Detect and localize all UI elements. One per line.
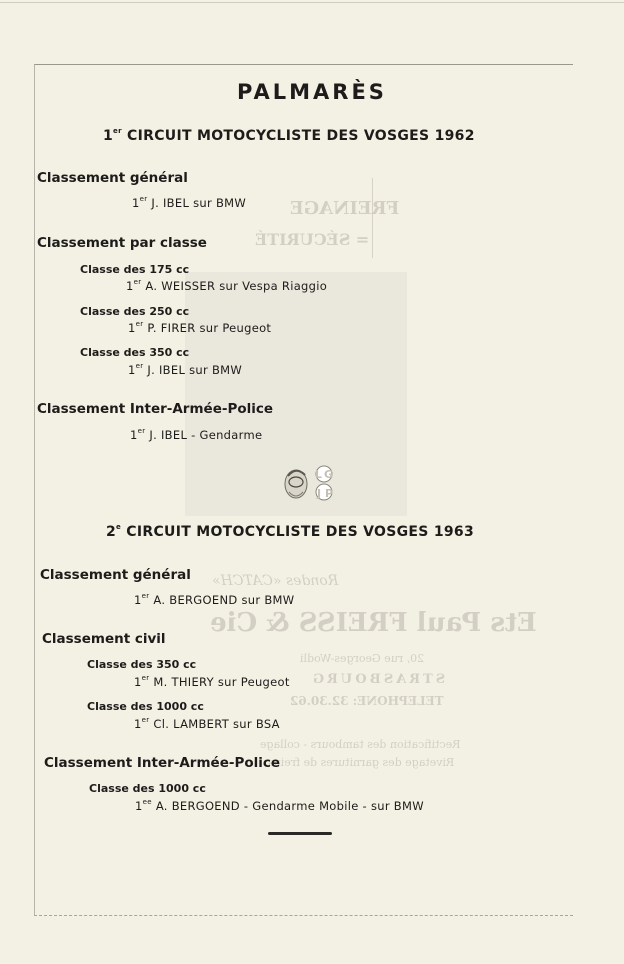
result-text: M. THIERY sur Peugeot [153, 675, 290, 689]
ordinal-number: 1 [103, 128, 114, 144]
rank: 1 [135, 799, 143, 813]
ordinal-suffix: e [116, 523, 122, 531]
result-text: A. BERGOEND sur BMW [153, 593, 295, 607]
result-line [126, 279, 327, 293]
result-text: Cl. LAMBERT sur BSA [153, 717, 280, 731]
rank-suffix: er [137, 427, 146, 435]
result-line [134, 717, 280, 731]
result-line [130, 428, 262, 442]
rank: 1 [130, 428, 138, 442]
ordinal-number: 2 [106, 524, 117, 540]
rank-suffix: er [141, 592, 150, 600]
page-edge [0, 2, 624, 3]
result-text: A. WEISSER sur Vespa Riaggio [145, 279, 328, 293]
show-through-text: Rondes «CATCH» [212, 573, 339, 589]
category-heading: Classement par classe [37, 235, 207, 251]
result-line [128, 363, 242, 377]
result-line [134, 593, 294, 607]
result-line [135, 799, 424, 813]
rank-suffix: er [139, 195, 148, 203]
result-text: J. IBEL sur BMW [151, 196, 247, 210]
rank-suffix: ee [142, 798, 152, 806]
logo-letter: P [325, 487, 334, 500]
rank-suffix: er [133, 278, 142, 286]
category-heading: Classement Inter-Armée-Police [44, 755, 281, 771]
end-divider [268, 832, 332, 835]
class-label: Classe des 250 cc [80, 305, 190, 318]
show-through-text: = SÉCURITÉ [255, 230, 370, 249]
rank: 1 [128, 321, 136, 335]
logo-letter: J [317, 487, 322, 500]
rank-suffix: er [135, 362, 144, 370]
show-through-text: 20, rue Georges-Wodli [300, 652, 425, 665]
rank-suffix: er [141, 674, 150, 682]
show-through-text: Rectification des tambours - collage [260, 738, 461, 751]
circuit-title: CIRCUIT MOTOCYCLISTE DES VOSGES 1963 [126, 524, 474, 540]
rank-suffix: er [135, 320, 144, 328]
result-line [128, 321, 271, 335]
class-label: Classe des 1000 cc [89, 782, 206, 795]
show-through-text: FREINAGE [290, 198, 400, 219]
rank: 1 [126, 279, 134, 293]
ordinal-suffix: er [113, 127, 122, 135]
lgjp-stamp-logo [278, 460, 348, 506]
class-label: Classe des 175 cc [80, 263, 190, 276]
class-label: Classe des 350 cc [87, 658, 197, 671]
rank: 1 [128, 363, 136, 377]
show-through-text: Rivetage des garnitures de freins [268, 756, 455, 769]
circuit-1962-heading [103, 128, 475, 144]
class-label: Classe des 350 cc [80, 346, 190, 359]
show-through-text: STRASBOURG [310, 672, 446, 687]
category-heading: Classement général [40, 567, 191, 583]
result-text: J. IBEL sur BMW [147, 363, 243, 377]
logo-letter: L [315, 468, 323, 481]
class-label: Classe des 1000 cc [87, 700, 204, 713]
page-title: PALMARÈS [237, 80, 387, 104]
category-heading: Classement civil [42, 631, 166, 647]
circuit-1963-heading [106, 524, 474, 540]
show-through-text: Ets Paul FREISS & Cie [210, 608, 537, 638]
category-heading: Classement général [37, 170, 188, 186]
rank: 1 [132, 196, 140, 210]
rank: 1 [134, 675, 142, 689]
circuit-title: CIRCUIT MOTOCYCLISTE DES VOSGES 1962 [127, 128, 475, 144]
show-through-text: TELEPHONE: 32.30.62 [290, 694, 444, 708]
rank-suffix: er [141, 716, 150, 724]
logo-letter: G [324, 468, 334, 481]
category-heading: Classement Inter-Armée-Police [37, 401, 274, 417]
result-text: P. FIRER sur Peugeot [147, 321, 272, 335]
rank: 1 [134, 593, 142, 607]
result-text: J. IBEL - Gendarme [149, 428, 263, 442]
result-text: A. BERGOEND - Gendarme Mobile - sur BMW [155, 799, 424, 813]
result-line [134, 675, 290, 689]
rank: 1 [134, 717, 142, 731]
result-line [132, 196, 246, 210]
